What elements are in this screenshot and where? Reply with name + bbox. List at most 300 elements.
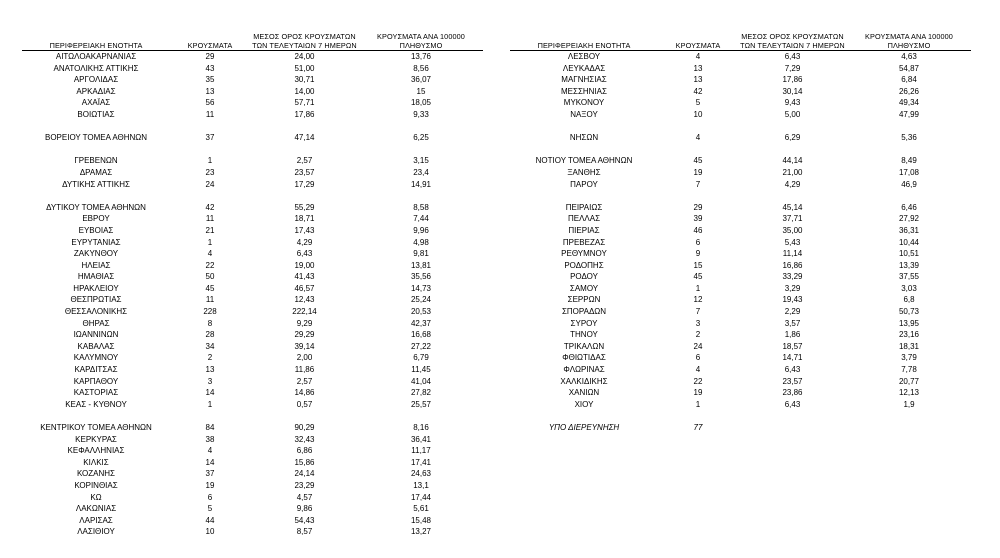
cell-region: ΑΡΓΟΛΙΔΑΣ — [73, 75, 119, 85]
cell-per100k: 11,45 — [411, 365, 431, 375]
header-region: ΠΕΡΙΦΕΡΕΙΑΚΗ ΕΝΟΤΗΤΑ — [49, 41, 143, 50]
cell-per100k: 4,63 — [901, 52, 917, 61]
cell-cases: 45 — [693, 156, 703, 166]
header-avg-line1: ΜΕΣΟΣ ΟΡΟΣ ΚΡΟΥΣΜΑΤΩΝ — [253, 33, 356, 42]
cell-cases: 4 — [695, 365, 701, 375]
table-row — [510, 213, 971, 225]
cell-per100k: 3,03 — [901, 283, 917, 293]
table-row — [510, 422, 971, 434]
cell-per100k: 54,87 — [898, 63, 920, 73]
table-row — [510, 167, 971, 179]
table-row — [510, 306, 971, 318]
cell-avg: 4,57 — [296, 492, 313, 502]
table-body — [22, 51, 483, 538]
table-row — [22, 387, 483, 399]
table-row — [22, 434, 483, 446]
cell-region: ΧΙΟΥ — [574, 399, 594, 409]
cell-region: ΚΕΦΑΛΛΗΝΙΑΣ — [67, 446, 125, 456]
header-per100k-line1: ΚΡΟΥΣΜΑΤΑ ΑΝΑ 100000 — [865, 33, 953, 42]
cell-region: ΗΜΑΘΙΑΣ — [77, 272, 115, 282]
header-avg-line2: ΤΩΝ ΤΕΛΕΥΤΑΙΩΝ 7 ΗΜΕΡΩΝ — [252, 40, 357, 50]
cell-avg: 19,00 — [294, 260, 315, 270]
table-row — [22, 352, 483, 364]
cell-region: ΞΑΝΘΗΣ — [567, 167, 601, 177]
header-per100k-line1: ΚΡΟΥΣΜΑΤΑ ΑΝΑ 100000 — [377, 33, 465, 42]
cell-avg: 90,29 — [294, 423, 315, 432]
cell-avg: 23,57 — [782, 376, 803, 386]
cell-per100k: 8,49 — [901, 156, 917, 166]
cell-avg: 44,14 — [782, 156, 803, 166]
header-avg — [250, 33, 359, 50]
cell-per100k: 27,92 — [898, 214, 920, 224]
cell-cases: 10 — [693, 109, 703, 119]
cell-cases: 11 — [205, 109, 215, 119]
cell-region: ΤΡΙΚΑΛΩΝ — [563, 341, 605, 351]
table-row — [510, 271, 971, 283]
cell-per100k: 35,56 — [410, 272, 432, 282]
table-row — [510, 97, 971, 109]
table-row — [22, 271, 483, 283]
header-per100k-line2: ΠΛΗΘΥΣΜΟ — [887, 40, 931, 50]
cell-avg: 16,86 — [782, 260, 803, 270]
table-row — [510, 364, 971, 376]
cell-cases: 50 — [205, 272, 215, 282]
table-row — [510, 237, 971, 249]
cell-cases: 1 — [207, 399, 213, 409]
cell-region: ΛΑΣΙΘΙΟΥ — [77, 527, 115, 537]
cell-cases: 34 — [205, 341, 215, 351]
cell-cases: 7 — [695, 179, 701, 189]
cell-avg: 32,43 — [294, 434, 315, 444]
cell-region: ΛΑΡΙΣΑΣ — [79, 515, 113, 525]
table-row — [22, 283, 483, 295]
cell-avg: 6,43 — [784, 52, 801, 61]
cell-avg: 18,71 — [294, 214, 315, 224]
cell-region: ΚΕΡΚΥΡΑΣ — [75, 434, 117, 444]
cell-region: ΝΑΞΟΥ — [570, 109, 598, 119]
cell-per100k: 26,26 — [898, 86, 920, 96]
table-row — [510, 294, 971, 306]
cell-cases: 46 — [693, 225, 703, 235]
cell-region: ΚΑΒΑΛΑΣ — [77, 341, 115, 351]
cell-per100k — [847, 422, 971, 434]
cell-region: ΑΝΑΤΟΛΙΚΗΣ ΑΤΤΙΚΗΣ — [53, 63, 139, 73]
cell-per100k: 13,95 — [898, 318, 920, 328]
cell-cases: 39 — [693, 214, 703, 224]
cell-per100k: 8,16 — [413, 423, 429, 432]
cell-avg: 19,43 — [782, 295, 803, 305]
table-row — [22, 74, 483, 86]
cell-cases: 45 — [205, 283, 215, 293]
cell-avg: 222,14 — [292, 307, 317, 317]
cell-cases: 4 — [695, 133, 701, 143]
cell-per100k: 6,79 — [413, 353, 429, 363]
table-row — [22, 457, 483, 469]
table-row — [22, 422, 483, 434]
cell-cases: 13 — [693, 75, 703, 85]
cell-per100k: 10,44 — [898, 237, 920, 247]
cell-per100k: 50,73 — [898, 307, 920, 317]
cell-cases: 15 — [693, 260, 703, 270]
cell-per100k: 15,48 — [410, 515, 432, 525]
cell-region: ΠΕΙΡΑΙΩΣ — [565, 202, 603, 212]
cell-avg: 39,14 — [294, 341, 315, 351]
cell-per100k: 4,98 — [413, 237, 429, 247]
cell-per100k: 36,31 — [898, 225, 920, 235]
cell-cases: 29 — [205, 52, 215, 61]
cell-per100k: 23,4 — [413, 167, 429, 177]
cell-per100k: 7,78 — [901, 365, 917, 375]
cell-avg: 0,57 — [296, 399, 313, 409]
cell-region: ΘΗΡΑΣ — [82, 318, 110, 328]
table-header — [510, 31, 971, 50]
cell-avg — [738, 422, 847, 434]
cell-region: ΥΠΟ ΔΙΕΡΕΥΝΗΣΗ — [548, 423, 620, 432]
cell-avg: 54,43 — [294, 515, 315, 525]
cell-cases: 44 — [205, 515, 215, 525]
cell-region: ΛΕΥΚΑΔΑΣ — [562, 63, 606, 73]
cell-per100k: 25,24 — [410, 295, 432, 305]
cell-per100k: 23,16 — [898, 330, 920, 340]
table-row — [510, 51, 971, 63]
cell-cases: 1 — [695, 399, 701, 409]
header-per100k — [847, 33, 971, 50]
cell-cases: 19 — [205, 480, 215, 490]
cell-per100k: 27,22 — [410, 341, 432, 351]
cell-cases: 19 — [693, 388, 703, 398]
cell-cases: 23 — [205, 167, 215, 177]
table-row — [510, 318, 971, 330]
cell-avg: 30,71 — [294, 75, 315, 85]
cell-cases: 1 — [207, 237, 213, 247]
cell-per100k: 49,34 — [898, 98, 920, 108]
cell-cases: 6 — [695, 237, 701, 247]
cell-per100k: 20,77 — [898, 376, 920, 386]
table-row — [22, 329, 483, 341]
cell-avg: 2,00 — [296, 353, 313, 363]
table-row — [22, 202, 483, 214]
cell-avg: 7,29 — [784, 63, 801, 73]
table-header — [22, 31, 483, 50]
cell-cases: 84 — [205, 423, 215, 432]
cell-avg: 17,86 — [782, 75, 803, 85]
cell-avg: 2,29 — [784, 307, 801, 317]
cell-per100k: 15 — [416, 86, 426, 96]
cell-avg: 29,29 — [294, 330, 315, 340]
cell-cases: 4 — [207, 446, 213, 456]
cell-region: ΛΑΚΩΝΙΑΣ — [75, 504, 117, 514]
table-row — [510, 341, 971, 353]
cell-cases: 13 — [205, 365, 215, 375]
cell-per100k: 17,44 — [410, 492, 432, 502]
cell-region: ΒΟΡΕΙΟΥ ΤΟΜΕΑ ΑΘΗΝΩΝ — [44, 133, 148, 143]
cell-cases: 7 — [695, 307, 701, 317]
table-row — [22, 515, 483, 527]
cell-per100k: 27,82 — [410, 388, 432, 398]
cell-region: ΑΧΑΪΑΣ — [81, 98, 111, 108]
cell-avg: 23,29 — [294, 480, 315, 490]
cell-region: ΜΕΣΣΗΝΙΑΣ — [561, 86, 607, 96]
header-per100k — [359, 33, 483, 50]
cell-region: ΦΘΙΩΤΙΔΑΣ — [562, 353, 606, 363]
cell-region: ΘΕΣΣΑΛΟΝΙΚΗΣ — [64, 307, 128, 317]
cell-per100k: 16,68 — [410, 330, 432, 340]
blank-row — [22, 121, 483, 133]
cell-cases: 4 — [207, 249, 213, 259]
cell-per100k: 17,41 — [410, 457, 432, 467]
cell-per100k: 13,27 — [410, 527, 432, 537]
cell-avg: 6,86 — [296, 446, 313, 456]
cell-per100k: 12,13 — [898, 388, 920, 398]
cell-per100k: 24,63 — [410, 469, 432, 479]
cell-cases: 3 — [695, 318, 701, 328]
cell-avg: 17,86 — [294, 109, 315, 119]
cell-per100k: 3,79 — [901, 353, 917, 363]
cell-region: ΔΥΤΙΚΟΥ ΤΟΜΕΑ ΑΘΗΝΩΝ — [46, 202, 146, 212]
cell-per100k: 8,58 — [413, 202, 429, 212]
cell-region: ΚΑΡΠΑΘΟΥ — [73, 376, 119, 386]
cell-region: ΔΡΑΜΑΣ — [79, 167, 113, 177]
table-row — [22, 399, 483, 411]
table-row — [510, 283, 971, 295]
table-row — [510, 248, 971, 260]
cell-cases: 5 — [695, 98, 701, 108]
cell-avg: 5,43 — [784, 237, 801, 247]
cell-per100k: 13,1 — [413, 480, 429, 490]
table-row — [510, 179, 971, 191]
cell-per100k: 5,61 — [413, 504, 429, 514]
cell-region: ΡΟΔΟΥ — [570, 272, 598, 282]
cell-region: ΧΑΛΚΙΔΙΚΗΣ — [560, 376, 608, 386]
cell-avg: 17,43 — [294, 225, 315, 235]
cell-cases: 43 — [205, 63, 215, 73]
table-row — [510, 86, 971, 98]
table-row — [22, 376, 483, 388]
table-row — [22, 445, 483, 457]
cell-avg: 2,57 — [296, 156, 313, 166]
cell-cases: 37 — [205, 469, 215, 479]
cell-cases: 21 — [205, 225, 215, 235]
cell-avg: 23,86 — [782, 388, 803, 398]
cell-cases: 56 — [205, 98, 215, 108]
cell-per100k: 14,73 — [410, 283, 432, 293]
cell-cases: 42 — [205, 202, 215, 212]
cell-per100k: 13,39 — [898, 260, 920, 270]
table-row — [22, 480, 483, 492]
cell-cases: 38 — [205, 434, 215, 444]
cell-cases: 6 — [695, 353, 701, 363]
cell-region: ΠΡΕΒΕΖΑΣ — [562, 237, 606, 247]
table-row — [22, 364, 483, 376]
cell-avg: 11,14 — [782, 249, 803, 259]
cell-region: ΡΕΘΥΜΝΟΥ — [561, 249, 607, 259]
cell-per100k: 6,46 — [901, 202, 917, 212]
cell-region: ΝΗΣΩΝ — [569, 133, 599, 143]
cell-cases: 11 — [205, 214, 215, 224]
cell-avg: 6,43 — [784, 399, 801, 409]
cell-cases: 2 — [207, 353, 213, 363]
table-row — [510, 387, 971, 399]
cell-per100k: 13,81 — [410, 260, 432, 270]
blank-row — [22, 190, 483, 202]
table-row — [22, 179, 483, 191]
cell-avg: 37,71 — [782, 214, 803, 224]
cell-cases: 4 — [695, 52, 701, 61]
table-row — [22, 260, 483, 272]
cell-per100k: 3,15 — [413, 156, 429, 166]
cell-cases: 3 — [207, 376, 213, 386]
cell-per100k: 46,9 — [901, 179, 917, 189]
cell-per100k: 36,41 — [410, 434, 432, 444]
cell-avg: 57,71 — [294, 98, 315, 108]
cell-per100k: 13,76 — [410, 52, 432, 61]
cell-region: ΕΥΒΟΙΑΣ — [78, 225, 114, 235]
cell-cases: 11 — [205, 295, 215, 305]
cell-region: ΜΑΓΝΗΣΙΑΣ — [561, 75, 607, 85]
cell-region: ΚΟΡΙΝΘΙΑΣ — [74, 480, 118, 490]
cell-avg: 14,86 — [294, 388, 315, 398]
cell-avg: 2,57 — [296, 376, 313, 386]
cell-cases: 29 — [693, 202, 703, 212]
cell-avg: 4,29 — [296, 237, 313, 247]
cell-per100k: 42,37 — [410, 318, 432, 328]
table-row — [510, 109, 971, 121]
table-row — [22, 492, 483, 504]
table-row — [22, 237, 483, 249]
cell-region: ΗΛΕΙΑΣ — [81, 260, 111, 270]
cell-avg: 17,29 — [294, 179, 315, 189]
table-row — [510, 260, 971, 272]
table-row — [22, 225, 483, 237]
cell-per100k: 18,31 — [898, 341, 920, 351]
cell-cases: 24 — [205, 179, 215, 189]
cell-region: ΔΥΤΙΚΗΣ ΑΤΤΙΚΗΣ — [62, 179, 130, 189]
header-avg-line1: ΜΕΣΟΣ ΟΡΟΣ ΚΡΟΥΣΜΑΤΩΝ — [741, 33, 844, 42]
table-row — [22, 306, 483, 318]
header-region: ΠΕΡΙΦΕΡΕΙΑΚΗ ΕΝΟΤΗΤΑ — [537, 41, 631, 50]
cell-cases: 45 — [693, 272, 703, 282]
cell-cases: 10 — [205, 527, 215, 537]
cell-avg: 55,29 — [294, 202, 315, 212]
blank-row — [510, 144, 971, 156]
cell-avg: 47,14 — [294, 133, 315, 143]
cell-avg: 3,57 — [784, 318, 801, 328]
cell-region: ΚΕΝΤΡΙΚΟΥ ΤΟΜΕΑ ΑΘΗΝΩΝ — [40, 423, 152, 432]
cell-cases: 22 — [205, 260, 215, 270]
cell-cases: 14 — [205, 457, 215, 467]
table-row — [510, 63, 971, 75]
cell-cases: 13 — [693, 63, 703, 73]
blank-row — [510, 190, 971, 202]
cell-per100k: 6,8 — [903, 295, 915, 305]
cell-avg: 14,71 — [782, 353, 803, 363]
table-row — [510, 155, 971, 167]
cell-per100k: 9,33 — [413, 109, 429, 119]
cell-region: ΠΑΡΟΥ — [570, 179, 598, 189]
header-per100k-line2: ΠΛΗΘΥΣΜΟ — [399, 40, 443, 50]
cell-cases: 1 — [695, 283, 701, 293]
cell-region: ΕΒΡΟΥ — [82, 214, 110, 224]
cell-per100k: 10,51 — [898, 249, 920, 259]
table-row — [22, 503, 483, 515]
cell-region: ΜΥΚΟΝΟΥ — [563, 98, 605, 108]
cell-avg: 45,14 — [782, 202, 803, 212]
table-row — [22, 318, 483, 330]
cell-avg: 6,29 — [784, 133, 801, 143]
cell-avg: 24,14 — [294, 469, 315, 479]
cell-per100k: 8,56 — [413, 63, 429, 73]
cell-avg: 46,57 — [294, 283, 315, 293]
cell-region: ΘΕΣΠΡΩΤΙΑΣ — [70, 295, 122, 305]
table-row — [22, 109, 483, 121]
table-row — [22, 294, 483, 306]
cell-region: ΓΡΕΒΕΝΩΝ — [74, 156, 118, 166]
blank-row — [510, 410, 971, 422]
cell-avg: 11,86 — [294, 365, 315, 375]
table-row — [22, 468, 483, 480]
table-row — [510, 132, 971, 144]
cell-region: ΚΟΖΑΝΗΣ — [76, 469, 116, 479]
cell-avg: 23,57 — [294, 167, 315, 177]
cell-region: ΚΩ — [90, 492, 102, 502]
cell-avg: 24,00 — [294, 52, 315, 61]
cell-region: ΝΟΤΙΟΥ ΤΟΜΕΑ ΑΘΗΝΩΝ — [535, 156, 633, 166]
cell-per100k: 14,91 — [410, 179, 432, 189]
cell-region: ΚΑΛΥΜΝΟΥ — [73, 353, 119, 363]
cell-region: ΗΡΑΚΛΕΙΟΥ — [73, 283, 119, 293]
cell-cases: 12 — [693, 295, 703, 305]
cell-region: ΣΕΡΡΩΝ — [567, 295, 601, 305]
left-table — [22, 31, 483, 538]
cell-region: ΣΠΟΡΑΔΩΝ — [561, 307, 607, 317]
cell-cases: 13 — [205, 86, 215, 96]
header-avg-line2: ΤΩΝ ΤΕΛΕΥΤΑΙΩΝ 7 ΗΜΕΡΩΝ — [740, 40, 845, 50]
cell-cases: 6 — [207, 492, 213, 502]
cell-per100k: 37,55 — [898, 272, 920, 282]
cell-avg: 41,43 — [294, 272, 315, 282]
table-row — [22, 63, 483, 75]
cell-per100k: 25,57 — [410, 399, 432, 409]
cell-per100k: 11,17 — [411, 446, 431, 456]
cell-cases: 35 — [205, 75, 215, 85]
cell-per100k: 47,99 — [898, 109, 920, 119]
cell-region: ΦΛΩΡΙΝΑΣ — [563, 365, 605, 375]
table-row — [510, 329, 971, 341]
cell-region: ΣΥΡΟΥ — [570, 318, 598, 328]
cell-per100k: 9,96 — [413, 225, 429, 235]
table-row — [22, 51, 483, 63]
cell-avg: 6,43 — [296, 249, 313, 259]
table-row — [22, 526, 483, 538]
cell-avg: 9,29 — [296, 318, 313, 328]
cell-cases: 28 — [205, 330, 215, 340]
cell-avg: 3,29 — [784, 283, 801, 293]
cell-avg: 4,29 — [784, 179, 801, 189]
cell-avg: 21,00 — [782, 167, 803, 177]
cell-region: ΚΙΛΚΙΣ — [83, 457, 109, 467]
cell-region: ΚΕΑΣ - ΚΥΘΝΟΥ — [65, 399, 127, 409]
cell-per100k: 18,05 — [410, 98, 432, 108]
cell-per100k: 41,04 — [410, 376, 432, 386]
table-row — [22, 132, 483, 144]
table-body — [510, 51, 971, 434]
cell-cases: 228 — [203, 307, 217, 317]
cell-region: ΖΑΚΥΝΘΟΥ — [73, 249, 119, 259]
cell-cases: 2 — [695, 330, 701, 340]
cell-per100k: 20,53 — [410, 307, 432, 317]
cell-region: ΤΗΝΟΥ — [570, 330, 598, 340]
cell-cases: 14 — [205, 388, 215, 398]
